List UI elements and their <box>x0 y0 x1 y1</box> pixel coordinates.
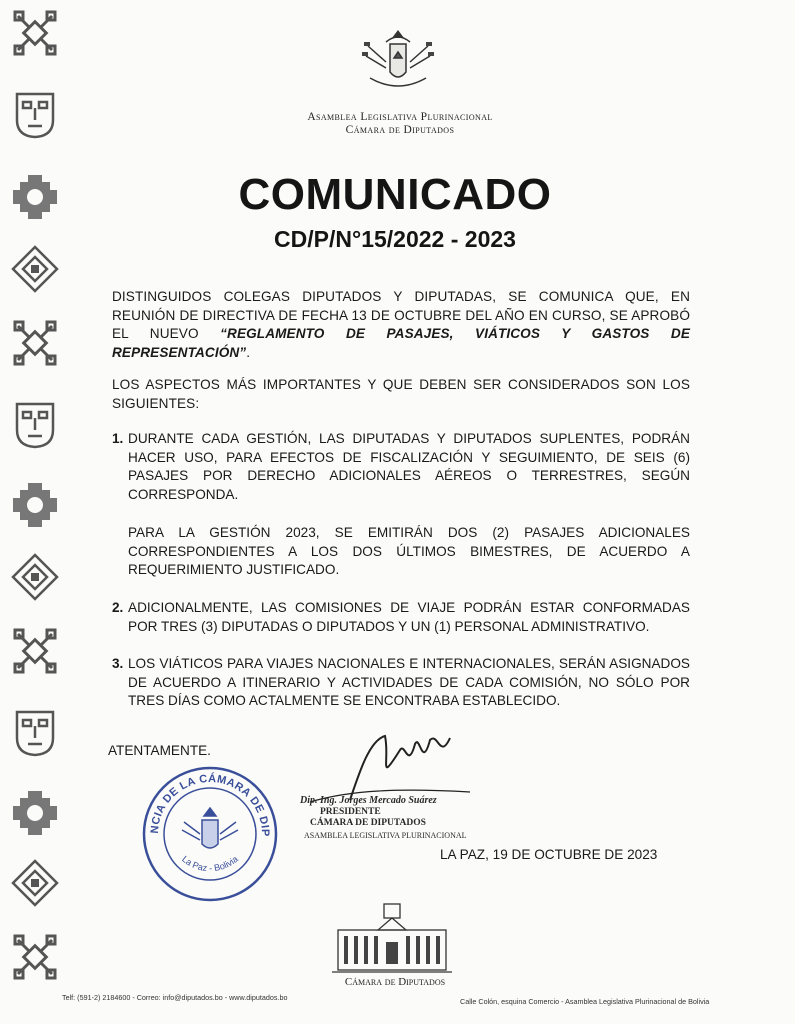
coat-of-arms-icon <box>356 28 440 100</box>
mask-face-icon <box>10 90 60 140</box>
chakana-cross-icon <box>10 626 60 676</box>
stepped-cross-icon <box>10 172 60 222</box>
footer-address: Calle Colón, esquina Comercio - Asamblea Legislativa Plurinacional de Bolivia <box>460 997 710 1006</box>
item-text: ADICIONALMENTE, LAS COMISIONES DE VIAJE PODRÁN ESTAR CONFORMADAS POR TRES (3) DIPUTADAS O DIPUTADOS Y UN (1) PERSONAL ADMINISTRATIVO. <box>128 600 690 634</box>
closing: ATENTAMENTE. <box>108 743 211 758</box>
stamp-ring-text: NCIA DE LA CÁMARA DE DIP <box>148 772 272 837</box>
svg-text:La Paz - Bolivia <box>180 854 240 873</box>
signer-name: Dip. Ing. Jorges Mercado Suárez <box>300 795 437 806</box>
chakana-cross-icon <box>10 8 60 58</box>
chakana-cross-icon <box>10 932 60 982</box>
stepped-cross-icon <box>10 788 60 838</box>
diamond-pattern-icon <box>10 552 60 602</box>
intro-paragraph <box>112 288 690 362</box>
coat-of-arms-icon <box>182 808 238 848</box>
footer-contact: Telf: (591-2) 2184600 - Correo: info@diputados.bo - www.diputados.bo <box>62 993 288 1002</box>
aspects-intro: LOS ASPECTOS MÁS IMPORTANTES Y QUE DEBEN SER CONSIDERADOS SON LOS SIGUIENTES: <box>112 377 690 411</box>
institution-line-1: Asamblea Legislativa Plurinacional <box>307 111 493 123</box>
building-icon <box>328 900 456 980</box>
intro-emphasis: “REGLAMENTO DE PASAJES, VIÁTICOS Y GASTOS DE REPRESENTACIÓN” <box>112 326 690 360</box>
item-text: DURANTE CADA GESTIÓN, LAS DIPUTADAS Y DIPUTADOS SUPLENTES, PODRÁN HACER USO, PARA EFECTOS DE FISCALIZACIÓN Y SEGUIMIENTO, DE SEIS (6) PASAJES POR DERECHO ADICIONALES AÉREOS O TERRESTRES, SEGÚN CORRESPONDA. <box>128 431 690 502</box>
signer-assembly: ASAMBLEA LEGISLATIVA PLURINACIONAL <box>304 830 467 840</box>
item-number: 3. <box>112 656 124 671</box>
diamond-pattern-icon <box>10 244 60 294</box>
signer-org: CÁMARA DE DIPUTADOS <box>310 818 426 828</box>
mask-face-icon <box>10 400 60 450</box>
chakana-cross-icon <box>10 318 60 368</box>
item-sub-paragraph: PARA LA GESTIÓN 2023, SE EMITIRÁN DOS (2) PASAJES ADICIONALES CORRESPONDIENTES A LOS DOS ÚLTIMOS BIMESTRES, DE ACUERDO A REQUERIMIENTO JUSTIFICADO. <box>128 525 690 577</box>
item-text: LOS VIÁTICOS PARA VIAJES NACIONALES E INTERNACIONALES, SERÁN ASIGNADOS DE ACUERDO A ITINERARIO Y ACTIVIDADES DE CADA COMISIÓN, NO SÓLO POR TRES DÍAS COMO ACTALMENTE SE ENCONTRABA ESTABLECIDO. <box>128 656 690 708</box>
signer-block <box>300 795 467 841</box>
item-number: 1. <box>112 431 124 446</box>
list-item <box>112 599 690 636</box>
item-number: 2. <box>112 600 124 615</box>
intro-end: . <box>246 344 251 360</box>
diamond-pattern-icon <box>10 858 60 908</box>
official-stamp <box>140 764 280 904</box>
mask-face-icon <box>10 708 60 758</box>
document-code: CD/P/N°15/2022 - 2023 <box>274 226 516 252</box>
signer-role: PRESIDENTE <box>320 806 381 817</box>
list-item <box>112 655 690 711</box>
document-title: COMUNICADO <box>238 170 552 219</box>
place-date: LA PAZ, 19 DE OCTUBRE DE 2023 <box>440 847 658 862</box>
stepped-cross-icon <box>10 480 60 530</box>
stamp-bottom-text: La Paz - Bolivia <box>180 853 240 874</box>
institution-line-2: Cámara de Diputados <box>345 124 455 136</box>
list-item <box>112 430 690 504</box>
intro-text: DISTINGUIDOS COLEGAS DIPUTADOS Y DIPUTADAS, SE COMUNICA QUE, EN REUNIÓN DE DIRECTIVA DE FECHA 13 DE OCTUBRE DEL AÑO EN CURSO, SE APROBÓ EL NUEVO <box>112 289 690 341</box>
footer-name: Cámara de Diputados <box>344 976 446 988</box>
